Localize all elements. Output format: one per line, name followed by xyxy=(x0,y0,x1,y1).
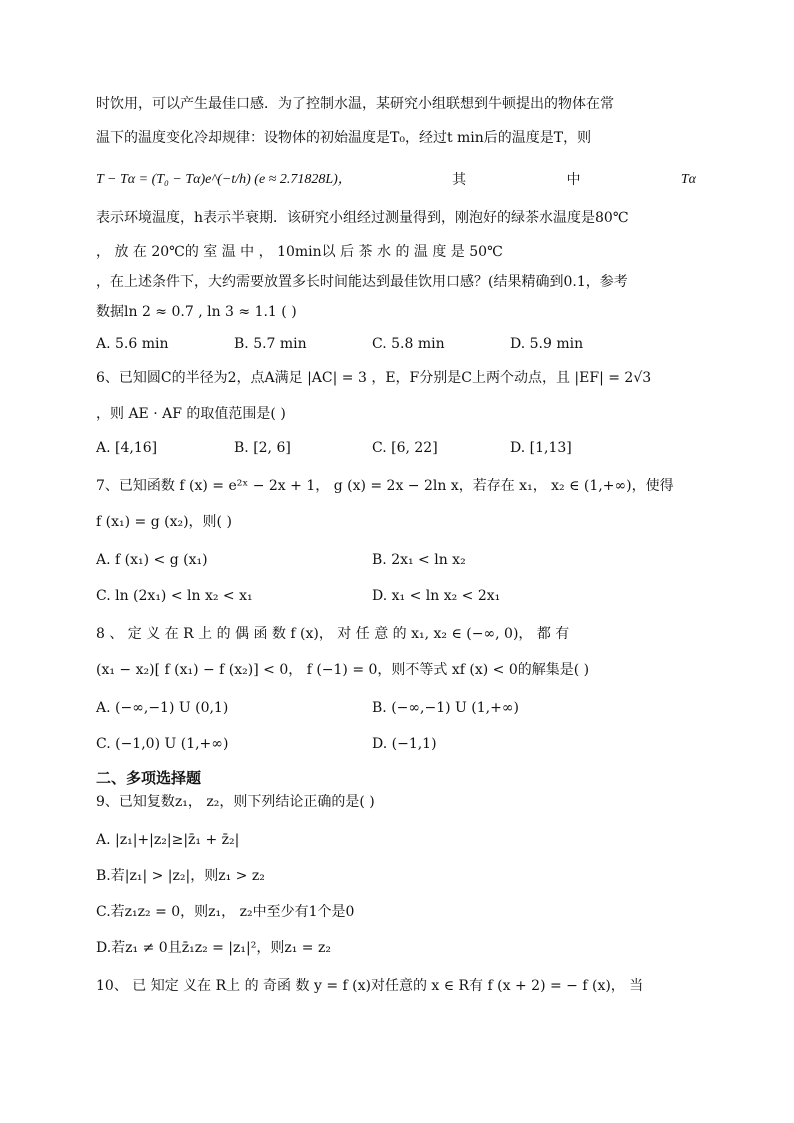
q7-option-a: A. f (x₁) < g (x₁) xyxy=(96,552,208,568)
q6-option-c: C. [6, 22] xyxy=(372,440,438,456)
q10-line-1: 10、 已 知定 义在 R上 的 奇函 数 y = f (x)对任意的 x ∈ R有 f (x + 2) = − f (x)， 当 xyxy=(96,978,644,994)
q5-line-3-word-2: 中 xyxy=(566,172,581,188)
q8-option-d: D. (−1,1) xyxy=(372,736,437,752)
q5-line-4: 表示环境温度，h表示半衰期．该研究小组经过测量得到，刚泡好的绿茶水温度是80℃ xyxy=(96,210,629,226)
q6-option-b: B. [2, 6] xyxy=(234,440,291,456)
q8-line-1: 8 、 定 义 在 R 上 的 偶 函 数 f (x)， 对 任 意 的 x₁, x₂ ∈ (−∞, 0)， 都 有 xyxy=(96,626,570,642)
q5-option-d: D. 5.9 min xyxy=(510,336,584,352)
q5-option-a: A. 5.6 min xyxy=(96,336,169,352)
q9-option-b: B.若|z₁| > |z₂|，则z₁ > z₂ xyxy=(96,868,265,884)
q5-line-2: 温下的温度变化冷却规律：设物体的初始温度是T₀，经过t min后的温度是T，则 xyxy=(96,130,592,146)
q5-option-c: C. 5.8 min xyxy=(372,336,445,352)
q8-option-b: B. (−∞,−1) U (1,+∞) xyxy=(372,700,519,716)
cooling-law-formula: T − Tα = (T₀ − Tα)e^(−t/h) (e ≈ 2.71828L)， xyxy=(96,172,352,187)
q7-option-d: D. x₁ < ln x₂ < 2x₁ xyxy=(372,588,501,604)
q8-option-a: A. (−∞,−1) U (0,1) xyxy=(96,700,229,716)
q5-line-3 xyxy=(96,166,696,194)
q6-line-1: 6、已知圆C的半径为2，点A满足 |AC| = 3 ，E，F分别是C上两个动点，且 |EF| = 2√3 xyxy=(96,370,652,386)
q5-line-7: 数据ln 2 ≈ 0.7 , ln 3 ≈ 1.1 ( ) xyxy=(96,304,297,320)
q7-option-c: C. ln (2x₁) < ln x₂ < x₁ xyxy=(96,588,253,604)
q5-line-3-word-1: 其 xyxy=(452,172,467,188)
section-title-multiple-choice: 二、多项选择题 xyxy=(96,769,202,787)
q8-line-2: (x₁ − x₂)[ f (x₁) − f (x₂)] < 0， f (−1) = 0，则不等式 xf (x) < 0的解集是( ) xyxy=(96,662,590,678)
q9-line-1: 9、已知复数z₁， z₂，则下列结论正确的是( ) xyxy=(96,794,375,810)
q7-line-2: f (x₁) = g (x₂)，则( ) xyxy=(96,514,232,530)
q9-option-a: A. |z₁|+|z₂|≥|z̄₁ + z̄₂| xyxy=(96,832,240,848)
q5-option-b: B. 5.7 min xyxy=(234,336,307,352)
q6-option-d: D. [1,13] xyxy=(510,440,572,456)
q9-option-c: C.若z₁z₂ = 0，则z₁， z₂中至少有1个是0 xyxy=(96,904,355,920)
q9-option-d: D.若z₁ ≠ 0且z̄₁z₂ = |z₁|²，则z₁ = z₂ xyxy=(96,940,331,956)
q7-option-b: B. 2x₁ < ln x₂ xyxy=(372,552,466,568)
q5-line-5: ， 放 在 20℃的 室 温 中 ， 10min以 后 茶 水 的 温 度 是 50℃ xyxy=(96,244,503,260)
q5-line-1: 时饮用，可以产生最佳口感．为了控制水温，某研究小组联想到牛顿提出的物体在常 xyxy=(96,96,614,112)
q8-option-c: C. (−1,0) U (1,+∞) xyxy=(96,736,229,752)
q6-line-2: ，则 AE · AF 的取值范围是( ) xyxy=(96,406,286,422)
q7-line-1: 7、已知函数 f (x) = e²ˣ − 2x + 1， g (x) = 2x − 2ln x，若存在 x₁， x₂ ∈ (1,+∞)，使得 xyxy=(96,478,674,494)
q6-option-a: A. [4,16] xyxy=(96,440,158,456)
q5-line-3-word-3: Tα xyxy=(680,172,696,187)
q5-line-6: ，在上述条件下，大约需要放置多长时间能达到最佳饮用口感？(结果精确到0.1，参考 xyxy=(96,274,628,290)
